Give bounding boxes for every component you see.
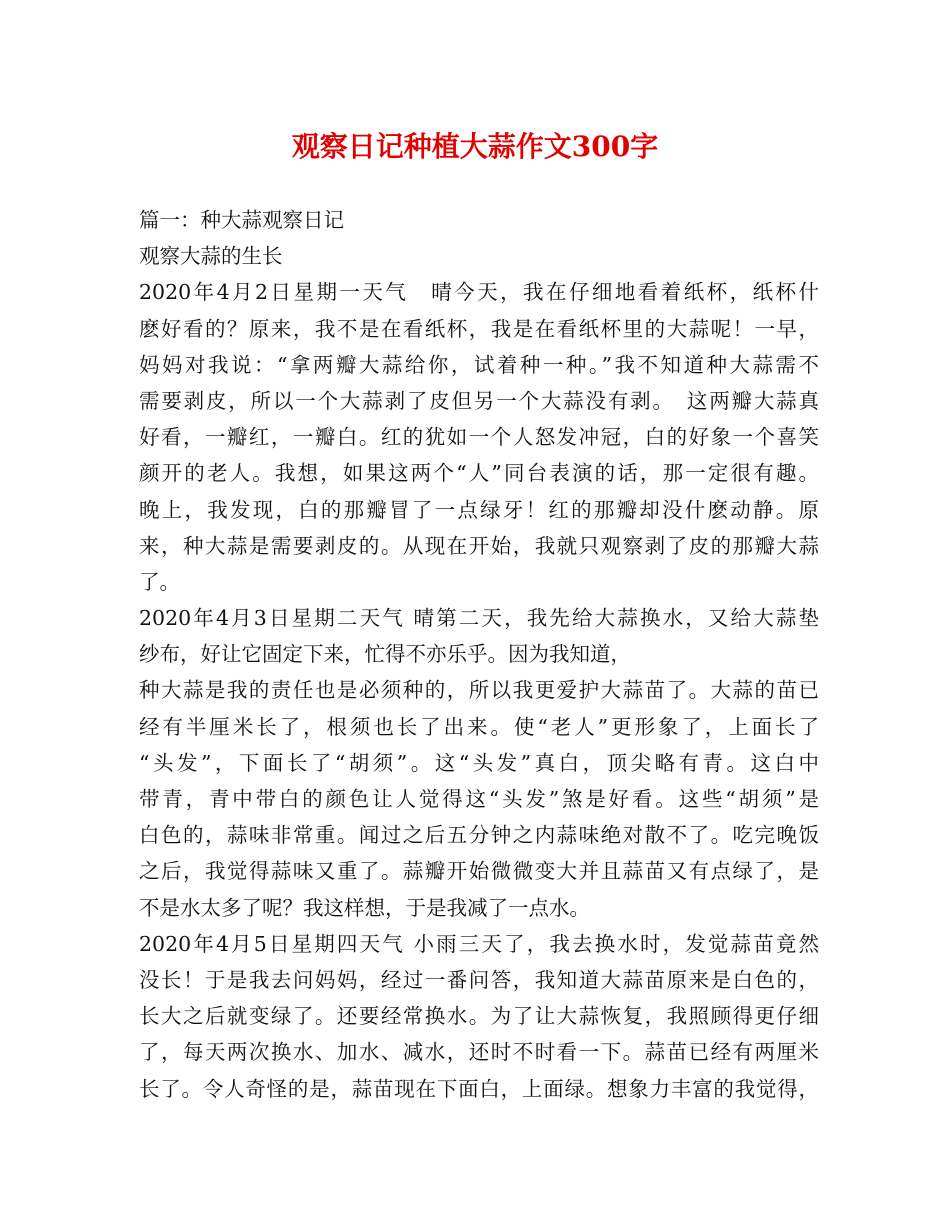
document-body (139, 202, 819, 1107)
text-line: 了。 (139, 569, 180, 594)
text-line: 2020年4月5日星期四天气 小雨三天了，我去换水时，发觉蒜苗竟然 (139, 931, 819, 956)
text-line: 来，种大蒜是需要剥皮的。从现在开始，我就只观察剥了皮的那瓣大蒜 (139, 533, 819, 558)
text-line: 经有半厘米长了，根须也长了出来。使“老人”更形象了，上面长了 (139, 714, 819, 739)
text-line: 之后，我觉得蒜味又重了。蒜瓣开始微微变大并且蒜苗又有点绿了，是 (139, 859, 819, 884)
text-line: 纱布，好让它固定下来，忙得不亦乐乎。因为我知道， (139, 642, 631, 667)
text-line: 2020年4月3日星期二天气 晴第二天，我先给大蒜换水，又给大蒜垫 (139, 606, 819, 631)
text-line: “头发”，下面长了“胡须”。这“头发”真白，顶尖略有青。这白中 (139, 750, 819, 775)
text-line: 好看，一瓣红，一瓣白。红的犹如一个人怒发冲冠，白的好象一个喜笑 (139, 425, 819, 450)
text-line: 白色的，蒜味非常重。闻过之后五分钟之内蒜味绝对散不了。吃完晚饭 (139, 823, 819, 848)
text-line: 晚上，我发现，白的那瓣冒了一点绿牙！红的那瓣却没什麽动静。原 (139, 497, 819, 522)
text-line: 观察大蒜的生长 (139, 244, 283, 269)
text-line: 了，每天两次换水、加水、减水，还时不时看一下。蒜苗已经有两厘米 (139, 1040, 819, 1065)
text-line: 带青，青中带白的颜色让人觉得这“头发”煞是好看。这些“胡须”是 (139, 787, 819, 811)
text-line: 不是水太多了呢？我这样想，于是我减了一点水。 (139, 895, 590, 920)
text-line: 需要剥皮，所以一个大蒜剥了皮但另一个大蒜没有剥。 这两瓣大蒜真 (139, 388, 819, 413)
text-line: 长了。令人奇怪的是，蒜苗现在下面白，上面绿。想象力丰富的我觉得， (139, 1076, 819, 1101)
text-line: 篇一：种大蒜观察日记 (139, 208, 344, 232)
text-line: 种大蒜是我的责任也是必须种的，所以我更爱护大蒜苗了。大蒜的苗已 (139, 678, 819, 703)
text-line: 颜开的老人。我想，如果这两个“人”同台表演的话，那一定很有趣。 (139, 461, 819, 486)
text-line: 没长！于是我去问妈妈，经过一番问答，我知道大蒜苗原来是白色的， (139, 967, 819, 992)
text-line: 长大之后就变绿了。还要经常换水。为了让大蒜恢复，我照顾得更仔细 (139, 1004, 819, 1029)
text-line: 2020年4月2日星期一天气 晴今天，我在仔细地看着纸杯，纸杯什 (139, 280, 819, 305)
document-title: 观察日记种植大蒜作文300字 (291, 130, 659, 163)
text-line: 麽好看的？原来，我不是在看纸杯，我是在看纸杯里的大蒜呢！一早， (139, 316, 819, 341)
text-line: 妈妈对我说：“拿两瓣大蒜给你，试着种一种。”我不知道种大蒜需不 (139, 352, 819, 377)
